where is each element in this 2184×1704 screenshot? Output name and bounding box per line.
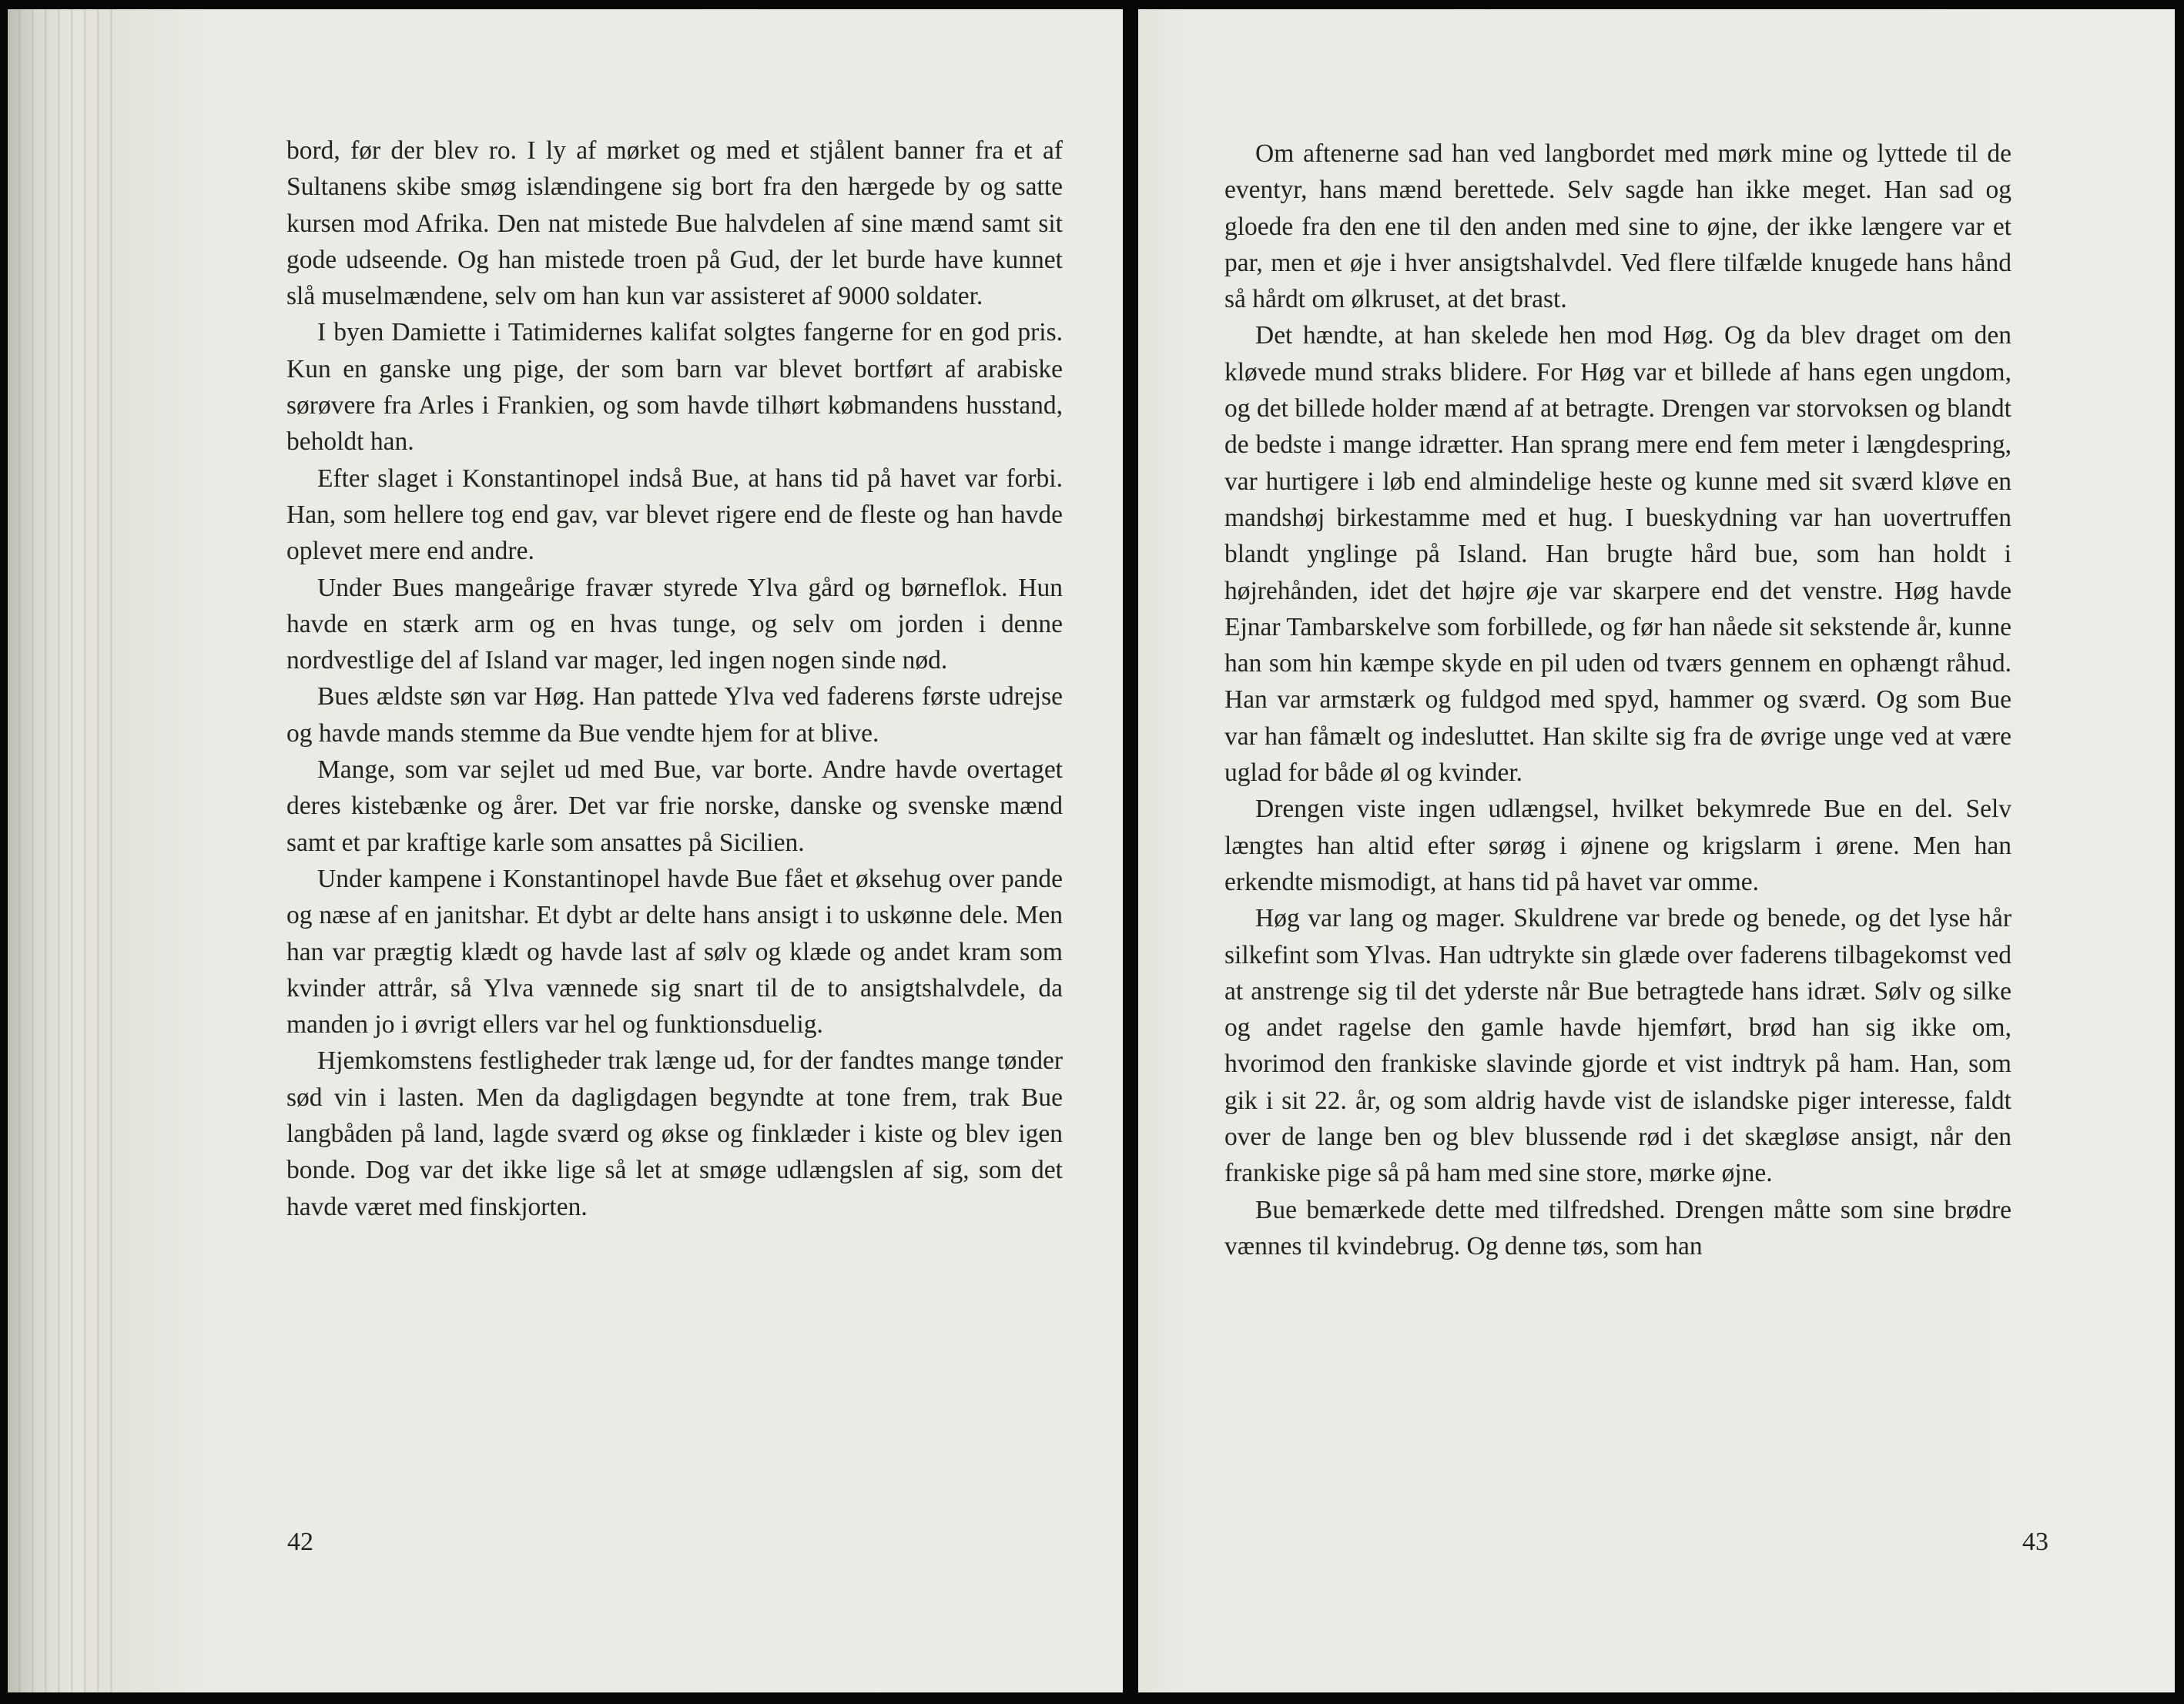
page-number: 42 bbox=[287, 1528, 313, 1556]
page-edge-stack bbox=[8, 9, 123, 1692]
paragraph: Bue bemærkede dette med tilfredshed. Drengen måtte som sine brødre vænnes til kvindebrug. Og denne tøs, som han bbox=[1224, 1195, 2011, 1260]
right-page bbox=[1138, 9, 2175, 1692]
paragraph: Under kampene i Konstantinopel havde Bue fået et øksehug over pande og næse af en janitshar. Et dybt ar delte hans ansigt i to uskønne dele. Men han var prægtig klædt og havde last af sølv og klæde og andet kram som kvinder attrår, så Ylva vænnede sig snart til de to ansigtshalvdele, da manden jo i øvrigt ellers var hel og funktionsduelig. bbox=[286, 864, 1063, 1039]
paragraph: Det hændte, at han skelede hen mod Høg. Og da blev draget om den kløvede mund straks blidere. For Høg var et billede af hans egen ungdom, og det billede holder mænd af at betragte. Drengen var storvoksen og blandt de bedste i mange idrætter. Han sprang mere end fem meter i længdespring, var hurtigere i løb end almindelige heste og kunne med sit sværd kløve en mandshøj birkestamme med et hug. I bueskydning var han uovertruffen blandt ynglinge på Island. Han brugte hård bue, som han holdt i højrehånden, idet det højre øje var skarpere end det venstre. Høg havde Ejnar Tambarskelve som forbillede, og før han nåede sit sekstende år, kunne han som hin kæmpe skyde en pil uden od tværs gennem en ophængt råhud. Han var armstærk og fuldgod med spyd, hammer og sværd. Og som Bue var han fåmælt og indesluttet. Han skilte sig fra de øvrige unge ved at være uglad for både øl og kvinder. bbox=[1224, 321, 2011, 788]
left-page bbox=[8, 9, 1123, 1692]
paragraph: bord, før der blev ro. I ly af mørket og med et stjålent banner fra et af Sultanens skibe smøg islændingene sig bort fra den hærgede by og satte kursen mod Afrika. Den nat mistede Bue halvdelen af sine mænd samt sit gode udseende. Og han mistede troen på Gud, der let burde have kunnet slå muselmændene, selv om han kun var assisteret af 9000 soldater. bbox=[286, 136, 1063, 311]
right-page-text bbox=[1224, 136, 2011, 1264]
paragraph: Efter slaget i Konstantinopel indså Bue, at hans tid på havet var forbi. Han, som hellere tog end gav, var blevet rigere end de fleste og han havde oplevet mere end andre. bbox=[286, 464, 1063, 566]
paragraph: I byen Damiette i Tatimidernes kalifat solgtes fangerne for en god pris. Kun en ganske ung pige, der som barn var blevet bortført af arabiske sørøvere fra Arles i Frankien, og som havde tilhørt købmandens husstand, beholdt han. bbox=[286, 318, 1063, 457]
paragraph: Høg var lang og mager. Skuldrene var brede og benede, og det lyse hår silkefint som Ylvas. Han udtrykte sin glæde over faderens tilbagekomst ved at anstrenge sig til det yderste når Bue betragtede hans idræt. Sølv og silke og andet ragelse den gamle havde hjemført, brød han sig ikke om, hvorimod den frankiske slavinde gjorde et vist indtryk på ham. Han, som gik i sit 22. år, og som aldrig havde vist de islandske piger interesse, faldt over de lange ben og blev blussende rød i det skægløse ansigt, når den frankiske pige så på ham med sine store, mørke øjne. bbox=[1224, 904, 2011, 1188]
paragraph: Drengen viste ingen udlængsel, hvilket bekymrede Bue en del. Selv længtes han altid efter sørøg i øjnene og krigslarm i ørene. Men han erkendte mismodigt, at hans tid på havet var omme. bbox=[1224, 795, 2011, 896]
paragraph: Om aftenerne sad han ved langbordet med mørk mine og lyttede til de eventyr, hans mænd berettede. Selv sagde han ikke meget. Han sad og gloede fra den ene til den anden med sine to øjne, der ikke længere var et par, men et øje i hver ansigtshalvdel. Ved flere tilfælde knugede hans hånd så hårdt om ølkruset, at det brast. bbox=[1224, 139, 2011, 314]
paragraph: Hjemkomstens festligheder trak længe ud, for der fandtes mange tønder sød vin i lasten. Men da dagligdagen begyndte at tone frem, trak Bue langbåden på land, lagde sværd og økse og finklæder i kiste og blev igen bonde. Dog var det ikke lige så let at smøge udlængslen af sig, som det havde været med finskjorten. bbox=[286, 1046, 1063, 1221]
left-page-text bbox=[286, 132, 1063, 1225]
paragraph: Under Bues mangeårige fravær styrede Ylva gård og børneflok. Hun havde en stærk arm og en hvas tunge, og selv om jorden i denne nordvestlige del af Island var mager, led ingen nogen sinde nød. bbox=[286, 573, 1063, 675]
page-number: 43 bbox=[2022, 1528, 2048, 1556]
paragraph: Mange, som var sejlet ud med Bue, var borte. Andre havde overtaget deres kistebænke og årer. Det var frie norske, danske og svenske mænd samt et par kraftige karle som ansattes på Sicilien. bbox=[286, 755, 1063, 857]
paragraph: Bues ældste søn var Høg. Han pattede Ylva ved faderens første udrejse og havde mands stemme da Bue vendte hjem for at blive. bbox=[286, 682, 1063, 748]
